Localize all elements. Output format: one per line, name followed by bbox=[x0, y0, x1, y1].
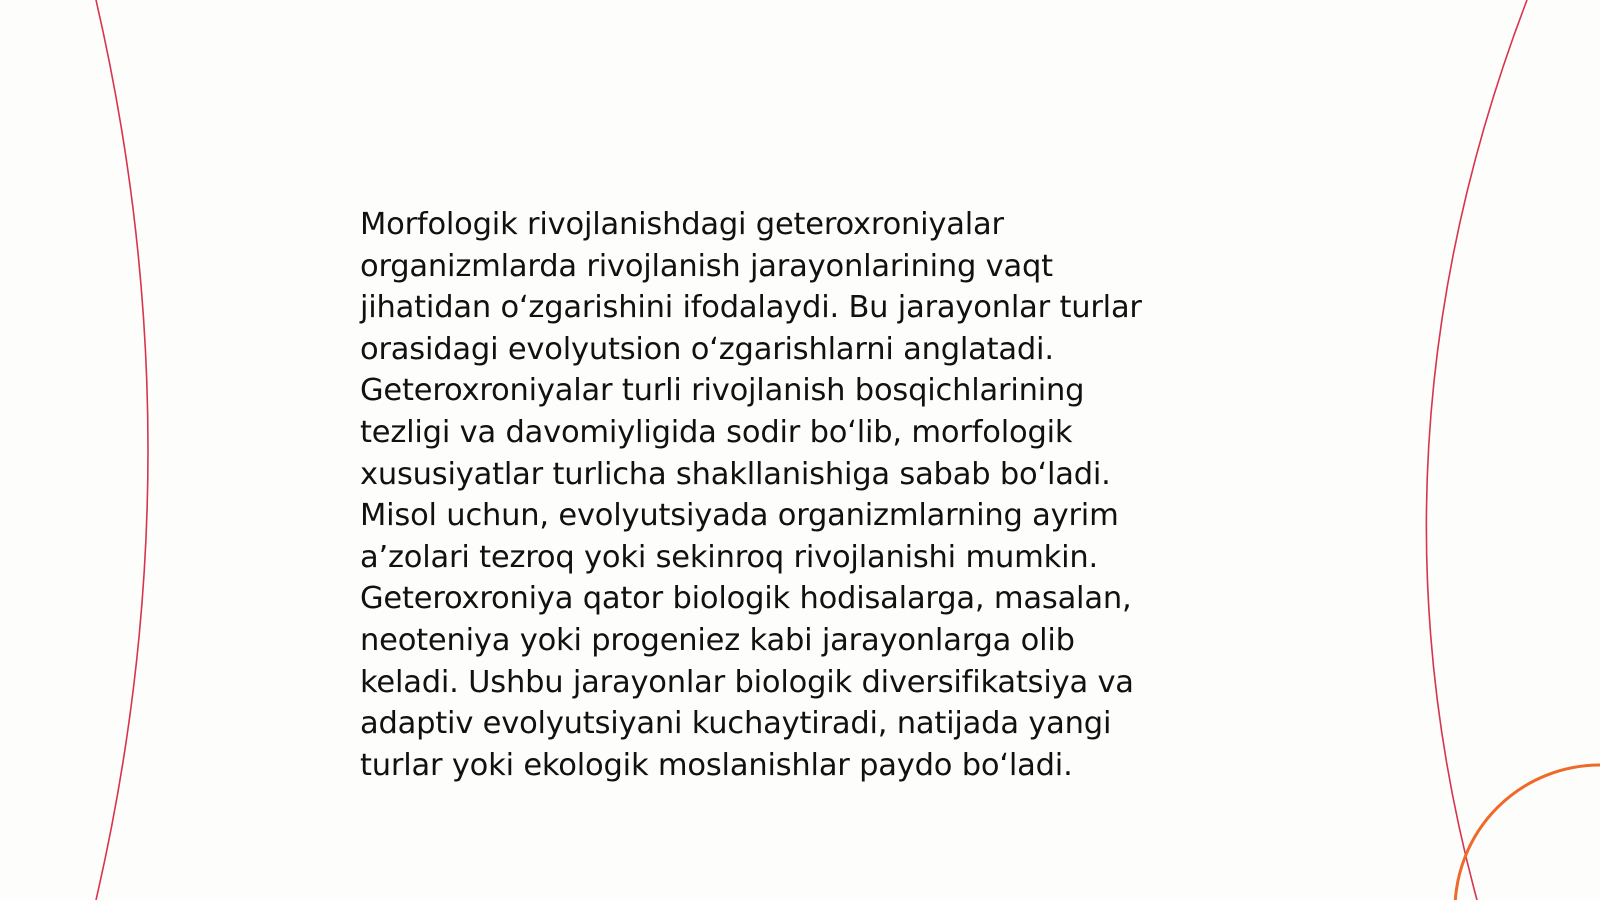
paragraph-line: tezligi va davomiyligida sodir boʻlib, morfologik bbox=[360, 414, 1073, 450]
orange-circle-arc bbox=[1455, 765, 1600, 900]
paragraph-line: Morfologik rivojlanishdagi geteroxroniyalar bbox=[360, 207, 1004, 242]
paragraph-line: adaptiv evolyutsiyani kuchaytiradi, natijada yangi bbox=[360, 706, 1112, 742]
paragraph-line: Misol uchun, evolyutsiyada organizmlarning ayrim bbox=[360, 498, 1119, 534]
paragraph-line: keladi. Ushbu jarayonlar biologik diversifikatsiya va bbox=[360, 664, 1134, 700]
paragraph-line: orasidagi evolyutsion oʻzgarishlarni anglatadi. bbox=[360, 331, 1054, 367]
paragraph-line: organizmlarda rivojlanish jarayonlarining vaqt bbox=[360, 248, 1053, 284]
left-arc bbox=[96, 0, 148, 900]
right-arc bbox=[1426, 0, 1527, 900]
paragraph-line: neoteniya yoki progeniez kabi jarayonlarga olib bbox=[360, 622, 1075, 658]
body-paragraph bbox=[360, 204, 1220, 786]
paragraph-line: xususiyatlar turlicha shakllanishiga sabab boʻladi. bbox=[360, 456, 1111, 492]
paragraph-line: Geteroxroniyalar turli rivojlanish bosqichlarining bbox=[360, 373, 1085, 409]
paragraph-line: jihatidan oʻzgarishini ifodalaydi. Bu jarayonlar turlar bbox=[360, 290, 1142, 326]
paragraph-line: turlar yoki ekologik moslanishlar paydo boʻladi. bbox=[360, 747, 1073, 783]
paragraph-line: aʼzolari tezroq yoki sekinroq rivojlanishi mumkin. bbox=[360, 539, 1098, 575]
paragraph-line: Geteroxroniya qator biologik hodisalarga, masalan, bbox=[360, 581, 1132, 617]
